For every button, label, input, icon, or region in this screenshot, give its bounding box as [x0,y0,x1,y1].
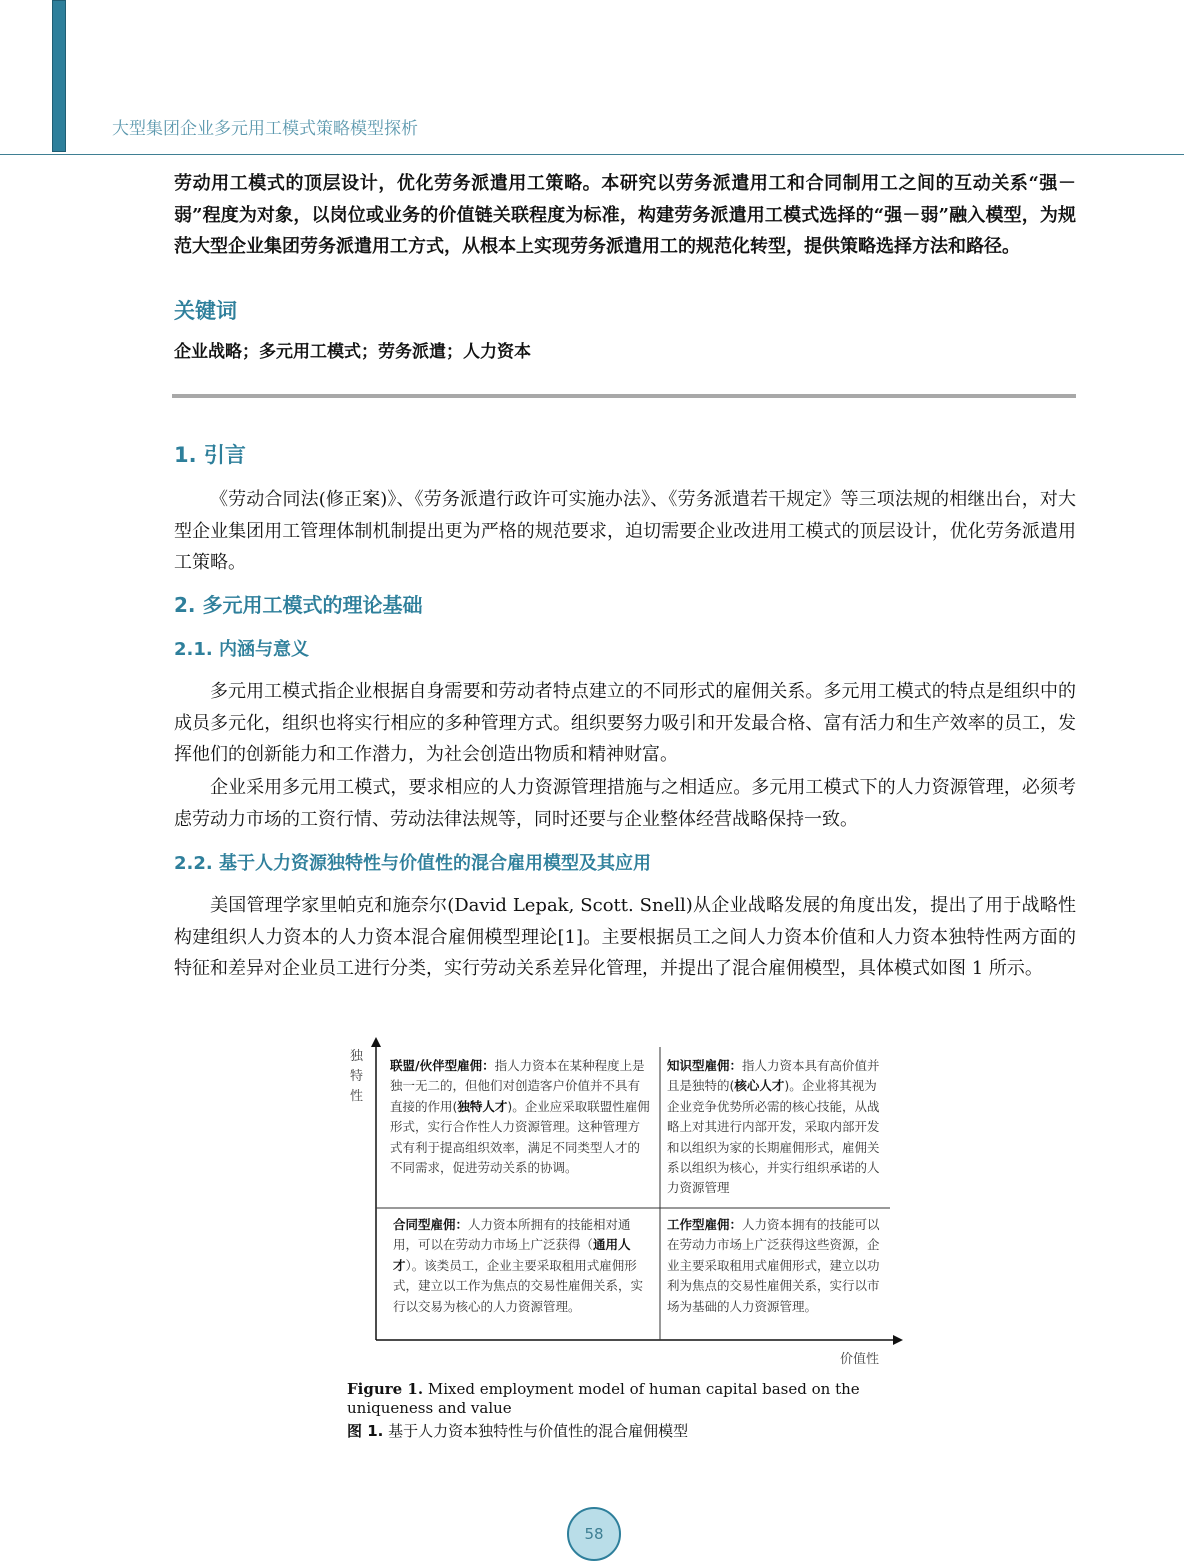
caption-text: 基于人力资本独特性与价值性的混合雇佣模型 [383,1422,689,1440]
section-2-1-paragraph-2: 企业采用多元用工模式，要求相应的人力资源管理措施与之相适应。多元用工模式下的人力资源管理，必须考虑劳动力市场的工资行情、劳动法律法规等，同时还要与企业整体经营战略保持一致。 [174,777,1076,830]
quadrant-title: 知识型雇佣： [667,1058,743,1073]
caption-label: Figure 1. [347,1380,424,1398]
section-2-1-heading: 2.1. 内涵与意义 [174,639,309,660]
section-1-heading: 1. 引言 [174,443,246,467]
section-1-paragraph: 《劳动合同法(修正案)》、《劳务派遣行政许可实施办法》、《劳务派遣若干规定》等三项法规的相继出台，对大型企业集团用工管理体制机制提出更为严格的规范要求，迫切需要企业改进用工模式的顶层设计，优化劳务派遣用工策略。 [174,489,1076,573]
quadrant-text: ）。该类员工，企业主要采取租用式雇佣形式，建立以工作为焦点的交易性雇佣关系，实行以交易为核心的人力资源管理。 [393,1257,644,1314]
quadrant-bold: 独特人才 [457,1098,508,1114]
quadrant-knowledge [667,1056,889,1199]
quadrant-text: 人力资本所拥有的技能相对通用，可以在劳动力市场上广泛获得（ [393,1217,631,1253]
quadrant-bold: 核心人才 [734,1078,785,1094]
section-divider [172,394,1076,398]
x-axis-label: 价值性 [840,1352,880,1367]
figure-caption-zh [347,1422,927,1441]
quadrant-alliance [390,1056,652,1178]
abstract-text: 劳动用工模式的顶层设计，优化劳务派遣用工策略。本研究以劳务派遣用工和合同制用工之间的互动关系“强－弱”程度为对象，以岗位或业务的价值链关联程度为标准，构建劳务派遣用工模式选择的“强－弱”融入模型，为规范大型企业集团劳务派遣用工方式，从根本上实现劳务派遣用工的规范化转型，提供策略选择方法和路径。 [174,173,1076,257]
quadrant-contract [393,1215,653,1317]
quadrant-title: 联盟/伙伴型雇佣： [390,1058,495,1073]
figure-caption-en [347,1380,927,1418]
y-axis-label: 独特性 [350,1049,364,1104]
quadrant-title: 工作型雇佣： [667,1217,743,1232]
figure-1-diagram [340,1035,920,1375]
running-title: 大型集团企业多元用工模式策略模型探析 [112,119,418,139]
x-axis-arrow [893,1335,903,1345]
header-rule [0,154,1184,155]
quadrant-title: 合同型雇佣： [393,1217,469,1232]
quadrant-text: 人力资本拥有的技能可以在劳动力市场上广泛获得这些资源，企业主要采取租用式雇佣形式，建立以功利为焦点的交易性雇佣关系，实行以市场为基础的人力资源管理。 [667,1217,880,1314]
quadrant-text: 指人力资本具有高价值并且是独特的( [667,1058,880,1094]
section-2-heading: 2. 多元用工模式的理论基础 [174,593,423,617]
caption-label: 图 1. [347,1422,384,1440]
page-number: 58 [567,1507,621,1561]
quadrant-text: 指人力资本在某种程度上是独一无二的，但他们对创造客户价值并不具有直接的作用( [390,1058,645,1114]
quadrant-text: )。企业将其视为企业竞争优势所必需的核心技能，从战略上对其进行内部开发，采取内部开发和以组织为家的长期雇佣形式，雇佣关系以组织为核心，并实行组织承诺的人力资源管理 [667,1078,880,1196]
keywords-text: 企业战略；多元用工模式；劳务派遣；人力资本 [174,342,531,362]
header-accent-bar [52,0,66,152]
caption-text: Mixed employment model of human capital based on the uniqueness and value [347,1380,860,1417]
quadrant-text: )。企业应采取联盟性雇佣形式，实行合作性人力资源管理。这种管理方式有利于提高组织效率，满足不同类型人才的不同需求，促进劳动关系的协调。 [390,1098,650,1176]
y-axis-arrow [371,1037,381,1047]
section-2-1-paragraph-1: 多元用工模式指企业根据自身需要和劳动者特点建立的不同形式的雇佣关系。多元用工模式的特点是组织中的成员多元化，组织也将实行相应的多种管理方式。组织要努力吸引和开发最合格、富有活力和生产效率的员工，发挥他们的创新能力和工作潜力，为社会创造出物质和精神财富。 [174,681,1076,765]
keywords-heading: 关键词 [174,299,237,323]
section-2-2-paragraph: 美国管理学家里帕克和施奈尔(David Lepak, Scott. Snell)从企业战略发展的角度出发，提出了用于战略性构建组织人力资本的人力资本混合雇佣模型理论[1]。主要根据员工之间人力资本价值和人力资本独特性两方面的特征和差异对企业员工进行分类，实行劳动关系差异化管理，并提出了混合雇佣模型，具体模式如图 1 所示。 [174,895,1076,979]
quadrant-bold: 通用人才 [393,1237,631,1273]
quadrant-job [667,1215,889,1317]
section-2-2-heading: 2.2. 基于人力资源独特性与价值性的混合雇用模型及其应用 [174,853,651,874]
